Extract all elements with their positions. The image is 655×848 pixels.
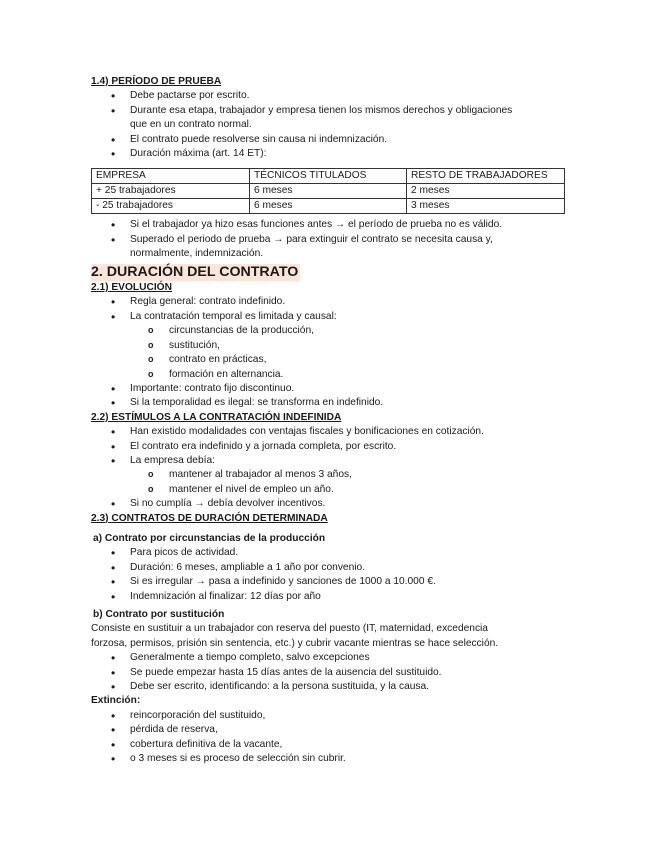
heading-estimulos: 2.2) ESTÍMULOS A LA CONTRATACIÓN INDEFINIDA [91,411,342,423]
list-item-continuation: que en un contrato normal. [130,119,252,131]
sublist-evolucion [91,324,571,382]
sub-list-item: o mantener al trabajador al menos 3 años, [91,468,571,482]
list-item: • Duración: 6 meses, ampliable a 1 año por convenio. [91,561,571,575]
list-item: • Si es irregular → pasa a indefinido y sanciones de 1000 a 10.000 €. [91,575,571,589]
table-cell: 6 meses [250,199,407,214]
table-cell: + 25 trabajadores [92,184,250,199]
list-item: • Generalmente a tiempo completo, salvo excepciones [91,651,571,665]
table-header-row [92,169,565,184]
list-sustitucion [91,651,571,694]
table-row [92,184,565,199]
table-cell: 2 meses [407,184,565,199]
list-item: • pérdida de reserva, [91,723,571,737]
heading-circunstancias-produccion: a) Contrato por circunstancias de la producción [93,532,326,544]
list-item: • Si no cumplía → debía devolver incentivos. [91,497,571,511]
list-evolucion [91,295,571,324]
sub-list-item: o formación en alternancia. [91,368,571,382]
heading-duracion-contrato: 2. DURACIÓN DEL CONTRATO [91,263,299,280]
sub-list-item: o mantener el nivel de empleo un año. [91,483,571,497]
list-periodo-prueba [91,89,571,118]
paragraph-sustitucion-line2: forzosa, permisos, prisión sin sentencia, etc.) y cubrir vacante mientras se hace selección. [91,637,499,649]
list-circunstancias [91,546,571,604]
sublist-estimulos [91,468,571,497]
list-extincion [91,709,571,767]
list-item-continuation: normalmente, indemnización. [130,248,264,260]
list-item: • Para picos de actividad. [91,546,571,560]
list-item: • cobertura definitiva de la vacante, [91,738,571,752]
sub-list-item: o contrato en prácticas, [91,353,571,367]
table-cell: - 25 trabajadores [92,199,250,214]
document-page [91,75,571,766]
list-item: • reincorporación del sustituido, [91,709,571,723]
table-cell: 3 meses [407,199,565,214]
list-item: • El contrato puede resolverse sin causa ni indemnización. [91,133,571,147]
list-periodo-prueba-cont [91,133,571,162]
list-item: • Indemnización al finalizar: 12 días por año [91,590,571,604]
heading-periodo-prueba: 1.4) PERÍODO DE PRUEBA [91,76,222,87]
list-item: • Regla general: contrato indefinido. [91,295,571,309]
heading-duracion-determinada: 2.3) CONTRATOS DE DURACIÓN DETERMINADA [91,512,328,524]
list-periodo-prueba-after [91,218,571,247]
list-item: • La empresa debía: [91,454,571,468]
duracion-table [91,168,565,214]
list-estimulos [91,425,571,468]
sub-list-item: o circunstancias de la producción, [91,324,571,338]
list-item: • Durante esa etapa, trabajador y empresa tienen los mismos derechos y obligaciones [91,104,571,118]
heading-extincion: Extinción: [91,695,141,707]
table-header-cell: TÉCNICOS TITULADOS [250,169,407,184]
list-item: • Si la temporalidad es ilegal: se transforma en indefinido. [91,396,571,410]
table-header-cell: EMPRESA [92,169,250,184]
list-estimulos-cont [91,497,571,511]
table-cell: 6 meses [250,184,407,199]
list-item: • Si el trabajador ya hizo esas funciones antes → el período de prueba no es válido. [91,218,571,232]
list-item: • La contratación temporal es limitada y causal: [91,310,571,324]
list-item: • Han existido modalidades con ventajas fiscales y bonificaciones en cotización. [91,425,571,439]
paragraph-sustitucion-line1: Consiste en sustituir a un trabajador con reserva del puesto (IT, maternidad, excedencia [91,623,488,635]
list-item: • Debe pactarse por escrito. [91,89,571,103]
heading-sustitucion: b) Contrato por sustitución [93,609,225,620]
heading-evolucion: 2.1) EVOLUCIÓN [91,282,172,294]
table-header-cell: RESTO DE TRABAJADORES [407,169,565,184]
list-item: • Se puede empezar hasta 15 días antes de la ausencia del sustituido. [91,666,571,680]
list-item: • Debe ser escrito, identificando: a la persona sustituida, y la causa. [91,680,571,694]
sub-list-item: o sustitución, [91,339,571,353]
list-item: • Importante: contrato fijo discontinuo. [91,382,571,396]
list-evolucion-cont [91,382,571,411]
list-item: • El contrato era indefinido y a jornada completa, por escrito. [91,440,571,454]
list-item: • o 3 meses si es proceso de selección sin cubrir. [91,752,571,766]
list-item: • Superado el periodo de prueba → para extinguir el contrato se necesita causa y, [91,233,571,247]
table-row [92,199,565,214]
list-item: • Duración máxima (art. 14 ET): [91,147,571,161]
